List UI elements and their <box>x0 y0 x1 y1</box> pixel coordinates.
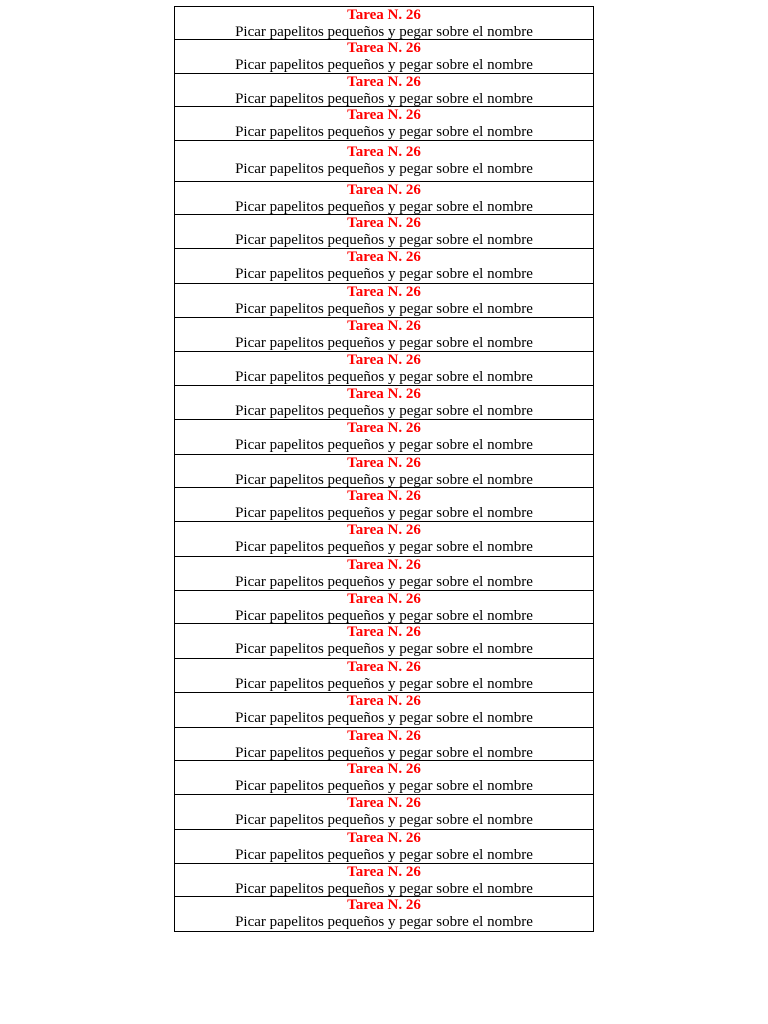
task-card <box>175 182 593 215</box>
task-instruction: Picar papelitos pequeños y pegar sobre el nombre <box>235 914 533 931</box>
task-card <box>175 420 593 454</box>
task-instruction: Picar papelitos pequeños y pegar sobre el nombre <box>235 744 533 761</box>
task-card <box>175 249 593 283</box>
task-instruction: Picar papelitos pequeños y pegar sobre el nombre <box>235 777 533 794</box>
task-title: Tarea N. 26 <box>347 760 421 777</box>
task-title: Tarea N. 26 <box>347 795 421 812</box>
task-title: Tarea N. 26 <box>347 727 421 744</box>
task-instruction: Picar papelitos pequeños y pegar sobre el nombre <box>235 300 533 317</box>
task-card <box>175 624 593 658</box>
task-title: Tarea N. 26 <box>347 283 421 300</box>
task-title: Tarea N. 26 <box>347 522 421 539</box>
task-title: Tarea N. 26 <box>347 318 421 335</box>
task-card <box>175 591 593 624</box>
task-title: Tarea N. 26 <box>347 658 421 675</box>
task-card <box>175 284 593 318</box>
task-title: Tarea N. 26 <box>347 215 421 232</box>
task-title: Tarea N. 26 <box>347 144 421 161</box>
task-instruction: Picar papelitos pequeños y pegar sobre el nombre <box>235 846 533 863</box>
task-instruction: Picar papelitos pequeños y pegar sobre el nombre <box>235 161 533 178</box>
task-card <box>175 830 593 864</box>
task-instruction: Picar papelitos pequeños y pegar sobre el nombre <box>235 368 533 385</box>
task-card <box>175 522 593 556</box>
task-title: Tarea N. 26 <box>347 556 421 573</box>
task-instruction: Picar papelitos pequeños y pegar sobre el nombre <box>235 505 533 522</box>
task-card <box>175 7 593 40</box>
task-instruction: Picar papelitos pequeños y pegar sobre el nombre <box>235 437 533 454</box>
task-instruction: Picar papelitos pequeños y pegar sobre el nombre <box>235 675 533 692</box>
task-title: Tarea N. 26 <box>347 106 421 123</box>
task-card <box>175 761 593 795</box>
task-instruction: Picar papelitos pequeños y pegar sobre el nombre <box>235 266 533 283</box>
task-card <box>175 455 593 488</box>
task-card <box>175 386 593 420</box>
task-card-sheet <box>174 6 594 932</box>
task-card <box>175 795 593 829</box>
task-title: Tarea N. 26 <box>347 591 421 608</box>
task-card <box>175 488 593 522</box>
task-instruction: Picar papelitos pequeños y pegar sobre el nombre <box>235 335 533 352</box>
task-card <box>175 141 593 182</box>
task-title: Tarea N. 26 <box>347 488 421 505</box>
task-card <box>175 74 593 107</box>
task-instruction: Picar papelitos pequeños y pegar sobre el nombre <box>235 24 533 40</box>
task-title: Tarea N. 26 <box>347 420 421 437</box>
task-instruction: Picar papelitos pequeños y pegar sobre el nombre <box>235 471 533 488</box>
task-title: Tarea N. 26 <box>347 40 421 57</box>
task-card <box>175 864 593 897</box>
task-instruction: Picar papelitos pequeños y pegar sobre el nombre <box>235 90 533 107</box>
task-title: Tarea N. 26 <box>347 249 421 266</box>
task-card <box>175 728 593 761</box>
task-instruction: Picar papelitos pequeños y pegar sobre el nombre <box>235 539 533 556</box>
task-instruction: Picar papelitos pequeños y pegar sobre el nombre <box>235 608 533 625</box>
task-instruction: Picar papelitos pequeños y pegar sobre el nombre <box>235 573 533 590</box>
task-instruction: Picar papelitos pequeños y pegar sobre el nombre <box>235 881 533 898</box>
task-title: Tarea N. 26 <box>347 73 421 90</box>
task-title: Tarea N. 26 <box>347 351 421 368</box>
task-card <box>175 40 593 73</box>
task-title: Tarea N. 26 <box>347 454 421 471</box>
task-title: Tarea N. 26 <box>347 7 421 23</box>
task-card <box>175 693 593 727</box>
task-instruction: Picar papelitos pequeños y pegar sobre el nombre <box>235 198 533 215</box>
task-title: Tarea N. 26 <box>347 897 421 914</box>
task-card <box>175 352 593 386</box>
task-instruction: Picar papelitos pequeños y pegar sobre el nombre <box>235 232 533 249</box>
task-card <box>175 107 593 141</box>
task-title: Tarea N. 26 <box>347 864 421 881</box>
task-instruction: Picar papelitos pequeños y pegar sobre el nombre <box>235 402 533 419</box>
task-instruction: Picar papelitos pequeños y pegar sobre el nombre <box>235 641 533 658</box>
task-card <box>175 897 593 931</box>
task-title: Tarea N. 26 <box>347 693 421 710</box>
task-title: Tarea N. 26 <box>347 829 421 846</box>
task-card <box>175 557 593 591</box>
task-instruction: Picar papelitos pequeños y pegar sobre el nombre <box>235 123 533 140</box>
task-card <box>175 215 593 249</box>
task-card <box>175 318 593 351</box>
task-title: Tarea N. 26 <box>347 181 421 198</box>
task-instruction: Picar papelitos pequeños y pegar sobre el nombre <box>235 812 533 829</box>
task-card <box>175 659 593 693</box>
task-title: Tarea N. 26 <box>347 385 421 402</box>
task-instruction: Picar papelitos pequeños y pegar sobre el nombre <box>235 57 533 74</box>
task-title: Tarea N. 26 <box>347 624 421 641</box>
task-instruction: Picar papelitos pequeños y pegar sobre el nombre <box>235 710 533 727</box>
